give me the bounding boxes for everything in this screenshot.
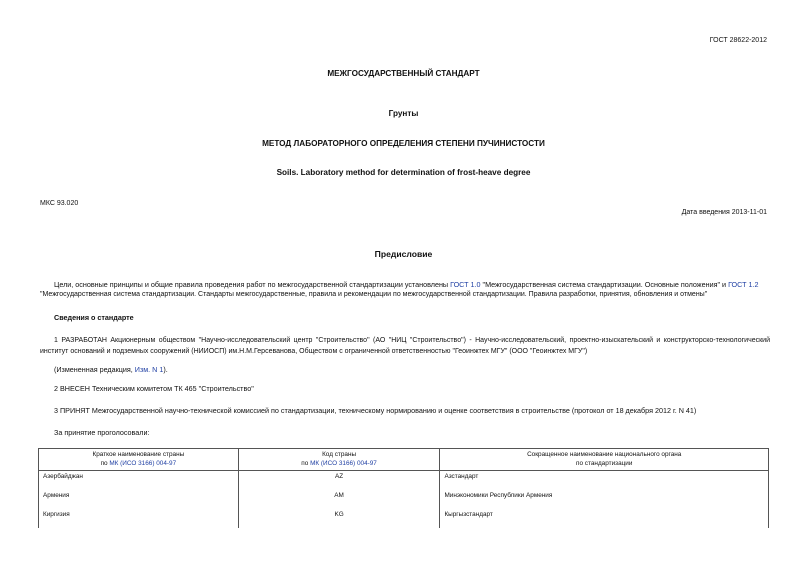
intro-text-a: Цели, основные принципы и общие правила проведения работ по межгосударственной стандартизации установлены bbox=[54, 280, 451, 289]
preface-intro-line1 bbox=[54, 280, 770, 289]
table-header-row bbox=[39, 449, 769, 471]
col1-prefix: по bbox=[100, 459, 110, 467]
cell-code: KG bbox=[238, 509, 440, 528]
preface-heading: Предисловие bbox=[374, 249, 433, 259]
col1-line2 bbox=[43, 460, 234, 469]
table-row bbox=[39, 471, 769, 490]
standard-kind: МЕЖГОСУДАРСТВЕННЫЙ СТАНДАРТ bbox=[327, 69, 480, 78]
edit-suffix: ). bbox=[163, 365, 168, 374]
cell-country: Армения bbox=[39, 490, 239, 509]
col1-line1: Краткое наименование страны bbox=[92, 451, 185, 458]
cell-body: Азстандарт bbox=[440, 471, 769, 490]
edit-prefix: (Измененная редакция, bbox=[54, 365, 135, 374]
cell-country: Киргизия bbox=[39, 509, 239, 528]
agreement-table bbox=[38, 448, 769, 528]
table-row bbox=[39, 509, 769, 528]
standard-subject: Грунты bbox=[388, 109, 419, 118]
col-header-country bbox=[39, 449, 239, 471]
mk-iso-link-1[interactable]: МК (ИСО 3166) 004-97 bbox=[109, 459, 177, 467]
item-developed: 1 РАЗРАБОТАН Акционерным обществом "Научно-исследовательский центр "Строительство" (АО "НИЦ "Строительство") - Научно-исследовательский, проектно-изыскательский и конструкторско-технологический институт оснований и подземных сооружений (НИИОСП) им.Н.М.Герсеванова, Обществом с ограниченной ответственностью "Геоинжтех МГУ" (ООО "Геоинжтех МГУ") bbox=[40, 337, 770, 355]
col2-line2 bbox=[243, 460, 436, 469]
col-header-code bbox=[238, 449, 440, 471]
gost-1-0-link[interactable]: ГОСТ 1.0 bbox=[450, 280, 481, 289]
col3-line2: по стандартизации bbox=[576, 459, 633, 467]
intro-text-b: "Межгосударственная система стандартизации. Основные положения" и bbox=[480, 280, 729, 289]
gost-1-2-link[interactable]: ГОСТ 1.2 bbox=[728, 280, 759, 289]
doc-code: ГОСТ 28622-2012 bbox=[709, 37, 767, 44]
standard-title-en: Soils. Laboratory method for determination of frost-heave degree bbox=[276, 168, 531, 177]
cell-code: AM bbox=[238, 490, 440, 509]
mk-iso-link-2[interactable]: МК (ИСО 3166) 004-97 bbox=[310, 459, 377, 467]
cell-body: Минэкономики Республики Армения bbox=[440, 490, 769, 509]
cell-body: Кыргызстандарт bbox=[440, 509, 769, 528]
edit-note bbox=[54, 365, 168, 374]
voted-label: За принятие проголосовали: bbox=[54, 428, 150, 437]
standard-title-ru: МЕТОД ЛАБОРАТОРНОГО ОПРЕДЕЛЕНИЯ СТЕПЕНИ ПУЧИНИСТОСТИ bbox=[262, 139, 545, 148]
col3-line1: Сокращенное наименование национального органа bbox=[527, 451, 682, 458]
change-1-link[interactable]: Изм. N 1 bbox=[134, 365, 164, 374]
info-heading: Сведения о стандарте bbox=[54, 313, 134, 322]
intro-date: Дата введения 2013-11-01 bbox=[681, 209, 767, 216]
col2-prefix: по bbox=[301, 459, 311, 467]
mks-code: МКС 93.020 bbox=[40, 200, 79, 207]
cell-code: AZ bbox=[238, 471, 440, 490]
item-adopted: 3 ПРИНЯТ Межгосударственной научно-технической комиссией по стандартизации, техническому нормированию и оценке соответствия в строительстве (протокол от 18 декабря 2012 г. N 41) bbox=[54, 406, 697, 415]
table-row bbox=[39, 490, 769, 509]
col-header-body bbox=[440, 449, 769, 471]
col2-line1: Код страны bbox=[322, 451, 357, 458]
preface-intro-line2: "Межгосударственная система стандартизации. Стандарты межгосударственные, правила и рекомендации по межгосударственной стандартизации. Правила разработки, принятия, обновления и отмены" bbox=[40, 291, 708, 298]
item-submitted: 2 ВНЕСЕН Техническим комитетом ТК 465 "Строительство" bbox=[54, 384, 254, 393]
cell-country: Азербайджан bbox=[39, 471, 239, 490]
